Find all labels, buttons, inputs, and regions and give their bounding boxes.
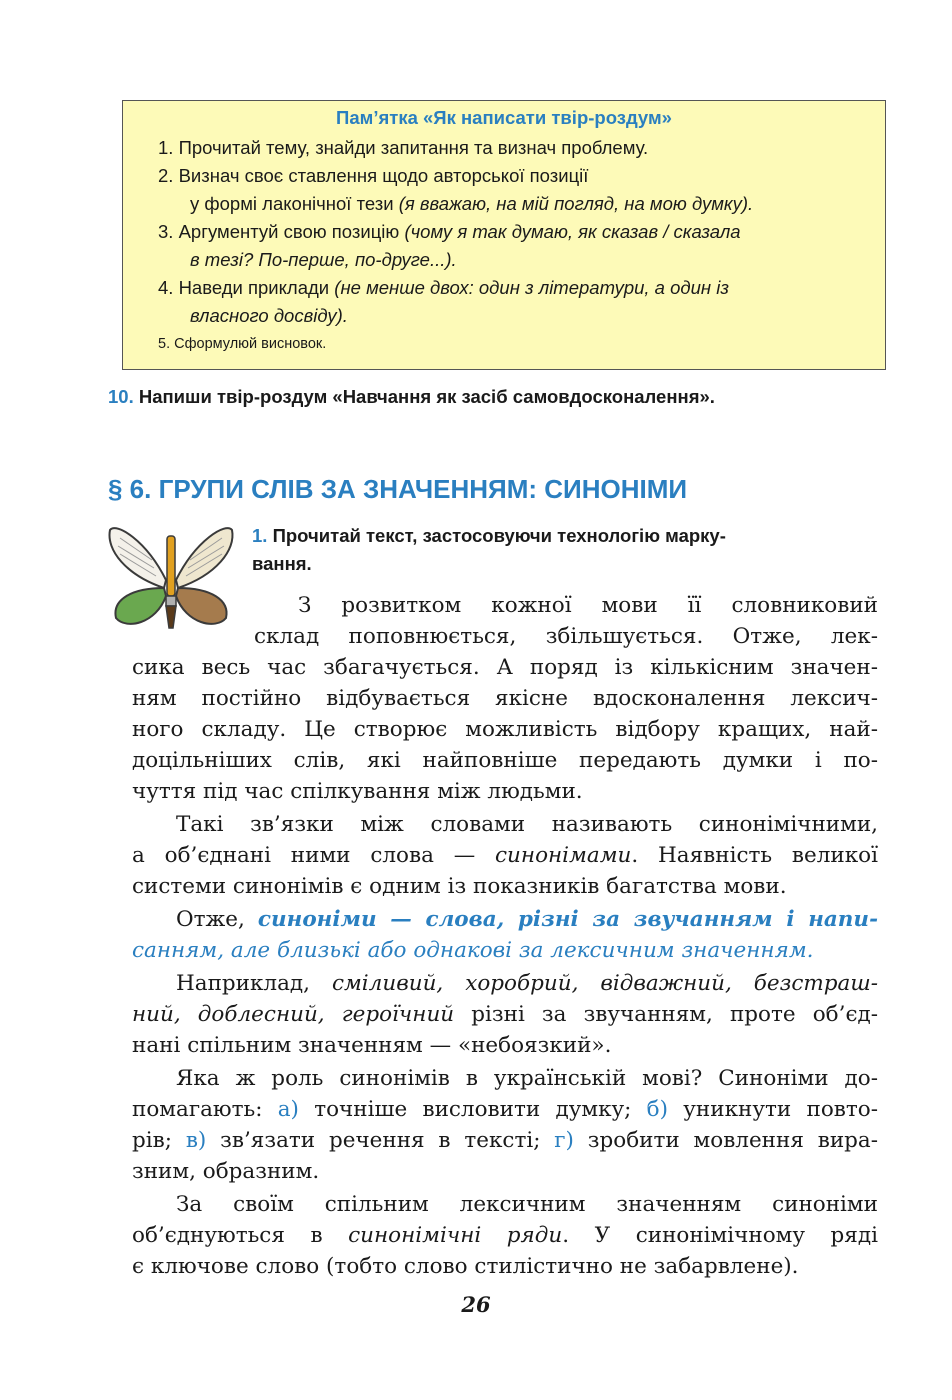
text-line — [132, 999, 878, 1030]
task-10-text: Напиши твір-роздум «Навчання як засіб самовдосконалення». — [133, 386, 715, 407]
text-span: . У синонімічному ряді — [562, 1223, 878, 1248]
memo-item-2-cont-italic: (я вважаю, на мій погляд, на мою думку). — [398, 193, 754, 214]
text-line: системи синонімів є одним із показників багатства мови. — [132, 874, 787, 899]
text-line: Яка ж роль синонімів в українській мові? Синоніми до- — [176, 1066, 878, 1091]
text-line: ням постійно відбувається якісне вдосконалення лексич- — [132, 686, 878, 711]
term-synonyms: синонімами — [495, 843, 632, 868]
text-span: рів; — [132, 1128, 186, 1153]
task-1 — [252, 522, 726, 578]
memo-item-3-plain: 3. Аргументуй свою позицію — [158, 221, 405, 242]
memo-item-4-plain: 4. Наведи приклади — [158, 277, 335, 298]
text-span: точніше висловити думку; — [298, 1097, 647, 1122]
text-line — [132, 1094, 878, 1125]
text-line — [176, 904, 878, 935]
text-span: уникнути повто- — [668, 1097, 878, 1122]
memo-item-3-cont-italic: в тезі? По-перше, по-друге...). — [190, 249, 457, 270]
section-title: § 6. ГРУПИ СЛІВ ЗА ЗНАЧЕННЯМ: СИНОНІМИ — [108, 474, 688, 504]
text-line — [132, 935, 878, 966]
term-synonym-rows: синонімічні ряди — [348, 1223, 563, 1248]
text-line: Такі зв’язки між словами називають синонімічними, — [176, 812, 878, 837]
memo-item-2-cont-plain: у формі лаконічної тези — [190, 193, 399, 214]
task-10 — [108, 386, 715, 408]
example-words: сміливий, хоробрий, відважний, безстраш- — [331, 971, 878, 996]
definition-text: санням, але близькі або однакові за лексичним значенням. — [132, 938, 814, 963]
text-span: помагають: — [132, 1097, 278, 1122]
memo-box — [122, 100, 886, 370]
text-span: Наприклад, — [176, 971, 332, 996]
text-line: доцільніших слів, які найповніше передають думки і по- — [132, 748, 878, 773]
text-line — [132, 840, 878, 871]
text-line: зним, образним. — [132, 1159, 320, 1184]
memo-item-3-italic: (чому я так думаю, як сказав / сказала — [404, 221, 741, 242]
text-span: об’єднуються в — [132, 1223, 349, 1248]
text-span: а об’єднані ними слова — — [132, 843, 496, 868]
text-line: сика весь час збагачується. А поряд із кількісним значен- — [132, 655, 878, 680]
list-marker: а) — [277, 1097, 299, 1122]
list-marker: б) — [646, 1097, 669, 1122]
text-line: чуття під час спілкування між людьми. — [132, 779, 583, 804]
text-span: різні за звучанням, проте об’єд- — [454, 1002, 878, 1027]
list-marker: г) — [554, 1128, 574, 1153]
memo-item-4-cont — [190, 302, 348, 330]
text-line: нані спільним значенням — «небоязкий». — [132, 1033, 612, 1058]
task-1-line-1 — [252, 522, 726, 550]
text-line — [132, 1125, 878, 1156]
text-span: зробити мовлення вира- — [573, 1128, 879, 1153]
memo-item-4-cont-italic: власного досвіду). — [190, 305, 348, 326]
example-words: ний, доблесний, героїчний — [132, 1002, 455, 1027]
text-line: ного складу. Це створює можливість відбору кращих, най- — [132, 717, 878, 742]
memo-item-2: 2. Визнач своє ставлення щодо авторської позиції — [158, 165, 589, 186]
memo-item-3-cont — [190, 246, 457, 274]
text-span: зв’язати речення в тексті; — [206, 1128, 555, 1153]
text-line — [132, 1220, 878, 1251]
memo-item-1: 1. Прочитай тему, знайди запитання та визнач проблему. — [158, 137, 649, 158]
text-line — [176, 968, 878, 999]
butterfly-brush-icon — [106, 520, 236, 632]
definition-text: синоніми — слова, різні за звучанням і напи- — [257, 907, 878, 932]
text-line: є ключове слово (тобто слово стилістично не забарвлене). — [132, 1254, 799, 1279]
task-1-number: 1. — [252, 525, 268, 546]
page-number: 26 — [461, 1292, 491, 1317]
task-1-text: Прочитай текст, застосовуючи технологію марку- — [267, 525, 726, 546]
list-marker: в) — [185, 1128, 207, 1153]
text-line: За своїм спільним лексичним значенням синоніми — [176, 1192, 878, 1217]
text-span: . Наявність великої — [631, 843, 878, 868]
task-1-line-2: вання. — [252, 553, 312, 574]
memo-item-3 — [158, 218, 741, 246]
memo-item-4 — [158, 274, 729, 302]
text-line: З розвитком кожної мови її словниковий — [298, 593, 878, 618]
task-10-number: 10. — [108, 386, 134, 407]
memo-title: Пам’ятка «Як написати твір-роздум» — [336, 107, 672, 128]
memo-item-2-cont — [190, 190, 753, 218]
text-span: Отже, — [176, 907, 258, 932]
memo-item-5: 5. Сформулюй висновок. — [158, 336, 327, 352]
text-line: склад поповнюється, збільшується. Отже, лек- — [254, 624, 878, 649]
memo-item-4-italic: (не менше двох: один з літератури, а один із — [334, 277, 729, 298]
